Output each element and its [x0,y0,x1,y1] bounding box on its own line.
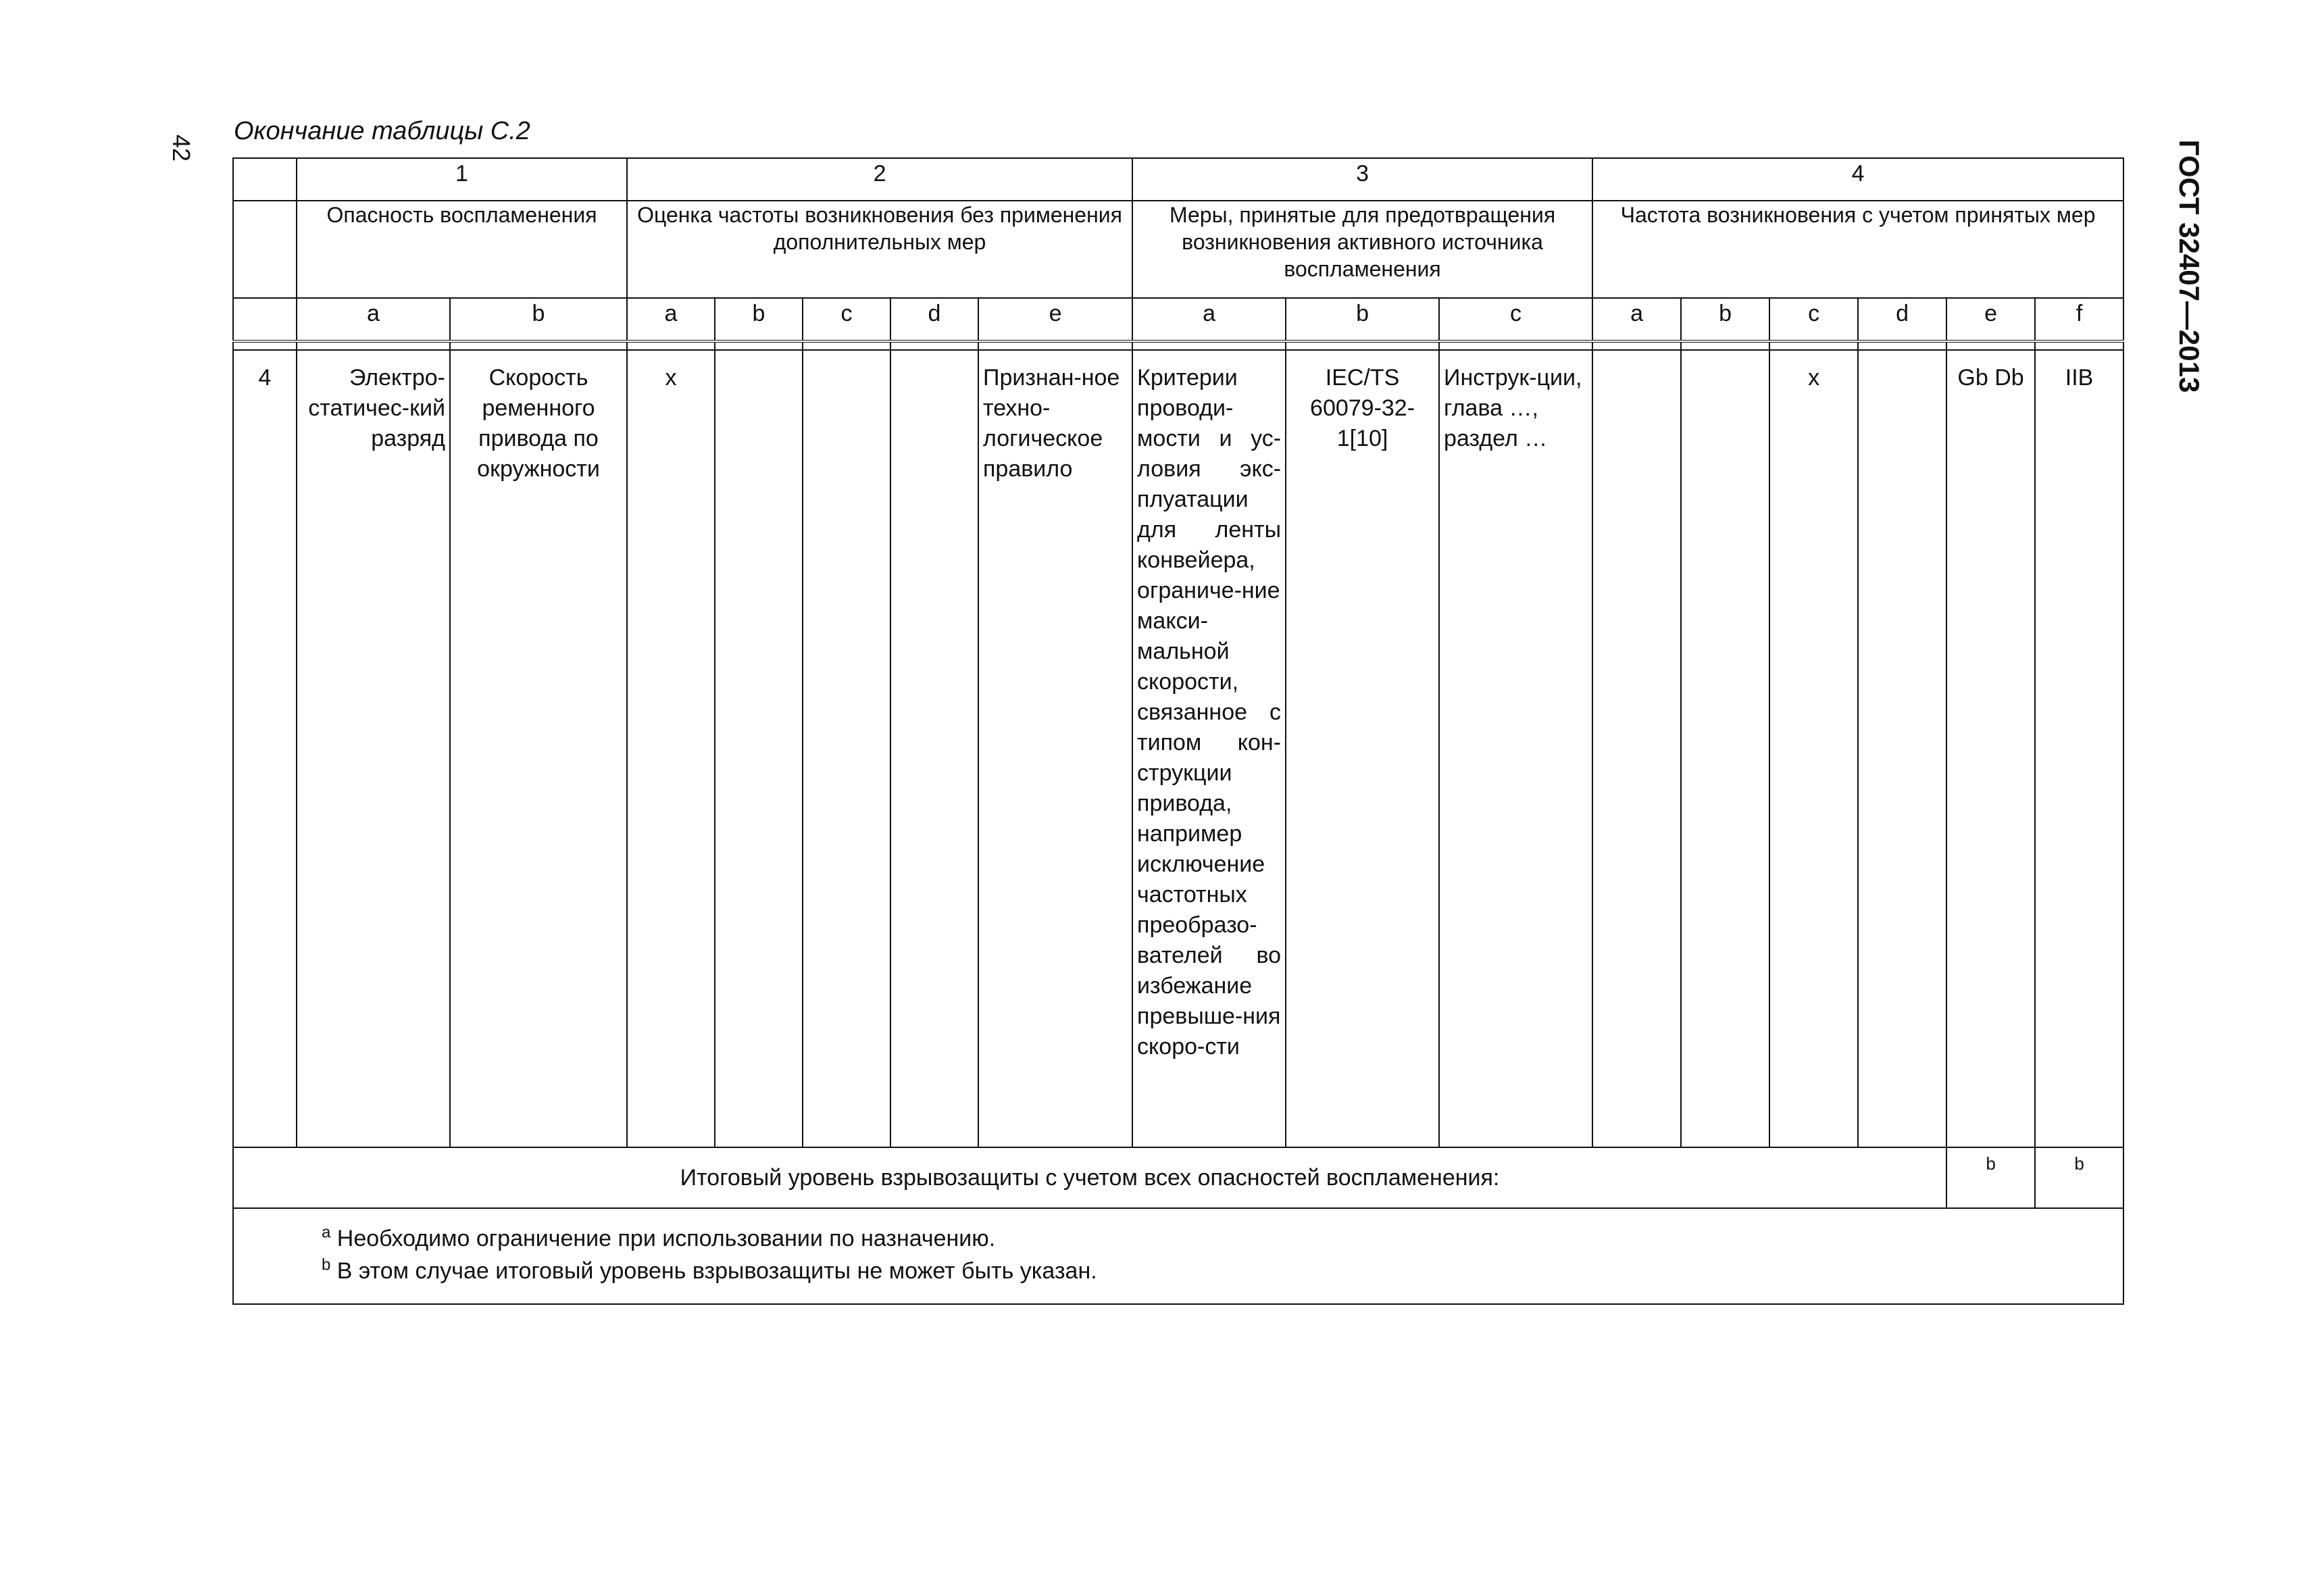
sub-col-2a: a [627,298,715,341]
group-4-title: Частота возникновения с учетом принятых мер [1592,201,2123,298]
row-number: 4 [233,350,297,1147]
total-f-mark: b [2035,1147,2123,1208]
header-empty-cell [233,201,297,298]
header-corner-cell [233,158,297,201]
page-number: 42 [168,134,195,162]
sub-col-1a: a [297,298,450,341]
group-2-number: 2 [627,158,1132,201]
group-1-title: Опасность воспламенения [297,201,627,298]
sub-col-4b: b [1681,298,1769,341]
header-title-row [233,201,2123,298]
footnotes-row [233,1208,2123,1304]
cell-2d [890,350,978,1147]
cell-2e-basis: Признан-ное техно-логическое правило [978,350,1132,1147]
sub-col-2c: c [803,298,890,341]
cell-2a: x [627,350,715,1147]
cell-1b-cause: Скорость ременного привода по окружности [450,350,627,1147]
header-number-row [233,158,2123,201]
cell-2c [803,350,890,1147]
cell-4e-epl: Gb Db [1946,350,2035,1147]
sub-col-3c: c [1439,298,1592,341]
cell-4b [1681,350,1769,1147]
sub-col-4e: e [1946,298,2035,341]
sub-col-4f: f [2035,298,2123,341]
table-caption: Окончание таблицы С.2 [234,117,530,145]
requirements-table [232,157,2124,1305]
sub-col-4a: a [1592,298,1681,341]
footnote-a [322,1222,2119,1255]
table-row [233,350,2123,1147]
group-3-title: Меры, принятые для предотвращения возникновения активного источника воспламенения [1132,201,1592,298]
cell-4f-group: IIB [2035,350,2123,1147]
sub-col-4c: c [1769,298,1858,341]
cell-3c-instructions: Инструк-ции, глава …, раздел … [1439,350,1592,1147]
footnotes-cell [233,1208,2123,1304]
footnote-mark: a [322,1223,331,1242]
sub-col-2b: b [715,298,803,341]
footnote-text: В этом случае итоговый уровень взрывозащиты не может быть указан. [330,1258,1097,1284]
group-4-number: 4 [1592,158,2123,201]
total-row [233,1147,2123,1208]
footnote-b [322,1255,2119,1287]
header-subcolumn-row [233,298,2123,341]
sub-col-2e: e [978,298,1132,341]
cell-3a-measures: Критерии проводи-мости и ус-ловия экс-плуатации для ленты конвейера, ограниче-ние макси-мальной скорости, связанное с типом кон-струкции привода, например исключение частотных преобразо-вателей во избежание превыше-ния скоро-сти [1132,350,1286,1147]
header-separator-row [233,341,2123,350]
header-empty-cell [233,298,297,341]
sub-col-2d: d [890,298,978,341]
sub-col-3b: b [1286,298,1439,341]
cell-1a-hazard: Электро-статичес-кий разряд [297,350,450,1147]
cell-3b-reference: IEC/TS 60079-32-1[10] [1286,350,1439,1147]
sub-col-4d: d [1858,298,1946,341]
footnote-text: Необходимо ограничение при использовании по назначению. [330,1226,996,1251]
sub-col-3a: a [1132,298,1286,341]
total-label: Итоговый уровень взрывозащиты с учетом всех опасностей воспламенения: [233,1147,1946,1208]
group-1-number: 1 [297,158,627,201]
group-3-number: 3 [1132,158,1592,201]
cell-4a [1592,350,1681,1147]
total-e-mark: b [1946,1147,2035,1208]
sub-col-1b: b [450,298,627,341]
document-code: ГОСТ 32407—2013 [2173,139,2205,393]
cell-4d [1858,350,1946,1147]
group-2-title: Оценка частоты возникновения без применения дополнительных мер [627,201,1132,298]
footnote-mark: b [322,1255,331,1274]
cell-4c: x [1769,350,1858,1147]
cell-2b [715,350,803,1147]
